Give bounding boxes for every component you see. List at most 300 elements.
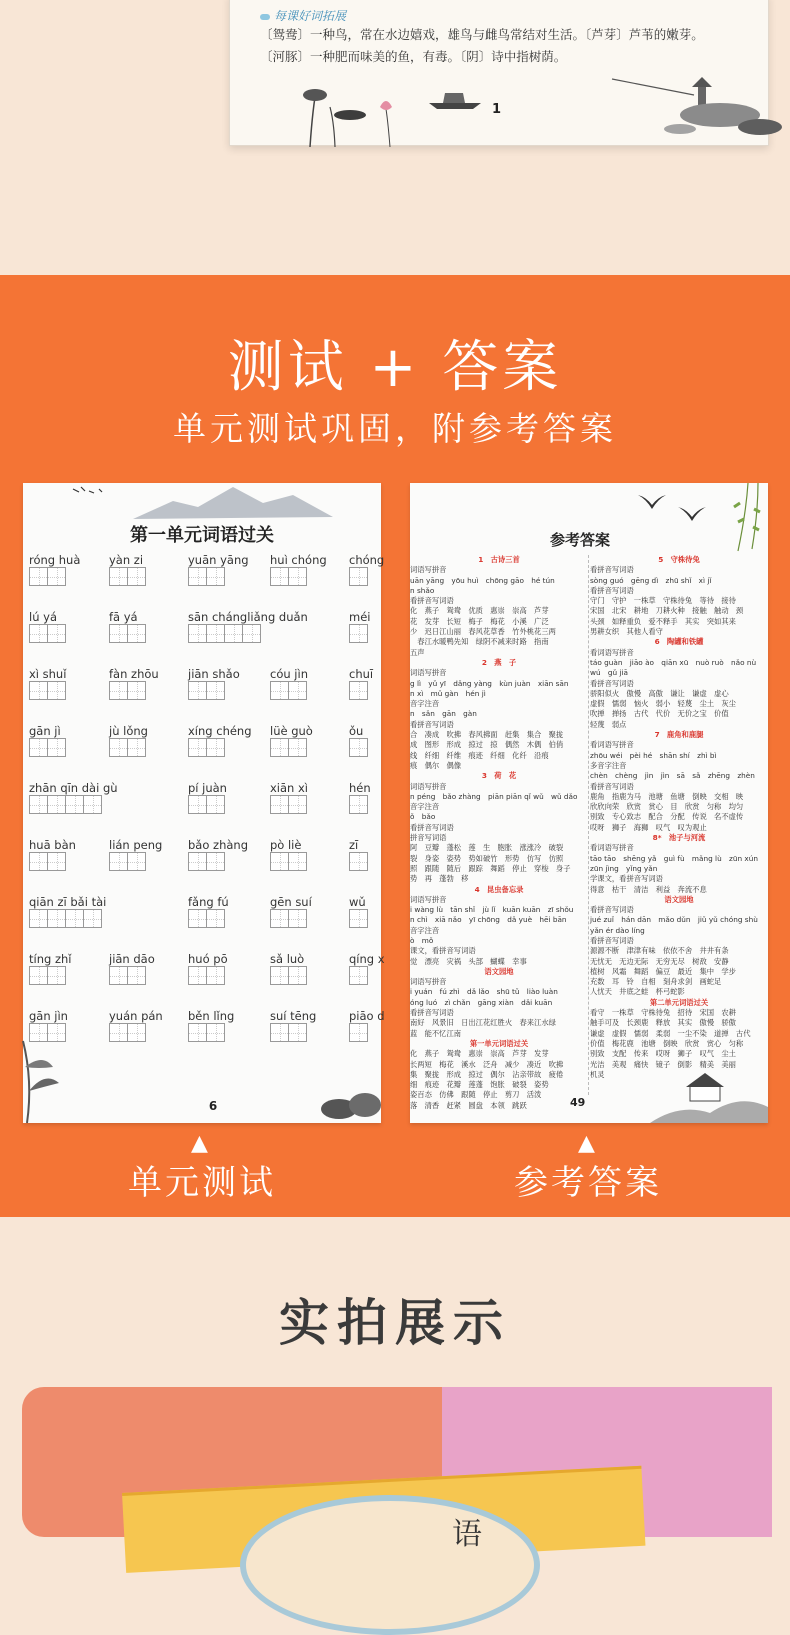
writing-box[interactable] [288,909,307,928]
answer-line: zūn jìng yǐng yǎn [590,863,658,873]
answer-line: chèn chèng jìn jìn sā sǎ zhēng zhèn [590,771,755,781]
answer-line: 源源不断 津津有味 依依不舍 井井有条 [590,946,729,956]
writing-box[interactable] [206,738,225,757]
answer-line: 无忧无 无边无际 无穷无尽 树敌 安静 [590,956,729,966]
tianzige-boxes[interactable] [270,852,306,871]
answer-line: 词语写拼音 [410,894,447,904]
writing-box[interactable] [270,567,289,586]
pinyin-text: sǎ luò [270,952,305,966]
answer-line: 细 痕迹 花瓣 莲蓬 饱胀 破裂 姿势 [410,1080,549,1090]
answer-line: 虚假 懦弱 恼火 弱小 轻蔑 尘土 灰尘 [590,699,736,709]
pinyin-text: fā yá [109,610,138,624]
cover-emblem [240,1495,540,1635]
answer-line: 别致 支配 传来 哎呀 狮子 叹气 尘土 [590,1049,736,1059]
unit-test-page [23,483,385,1123]
answer-line: 阿 豆瓣 蓬松 莲 生 胞胀 涨涨冷 破裂 [410,843,564,853]
tianzige-boxes[interactable] [109,1023,145,1042]
answer-line: 照 跟随 随后 跟踪 舞蹈 停止 穿梭 身子 [410,863,571,873]
pinyin-text: cóu jìn [270,667,308,681]
answer-line: 词语写拼音 [410,565,447,575]
answer-line: 得意 枯干 清洁 利益 奔流不息 [590,884,707,894]
answer-line: 哎呀 狮子 海狮 叹气 叹为观止 [590,822,707,832]
writing-box[interactable] [127,852,146,871]
writing-box[interactable] [29,795,48,814]
pinyin-text: gēn suí [270,895,312,909]
writing-box[interactable] [270,681,289,700]
writing-box[interactable] [288,681,307,700]
writing-box[interactable] [288,795,307,814]
pinyin-text: yuān yāng [188,553,249,567]
pinyin-row [23,610,381,667]
writing-box[interactable] [109,624,128,643]
writing-box[interactable] [127,966,146,985]
pinyin-text: jiān shǎo [188,667,240,681]
writing-box[interactable] [270,795,289,814]
pinyin-row [23,781,381,838]
writing-box[interactable] [188,1023,207,1042]
answer-line: 音字注音 [410,925,440,935]
answer-heading: 8* 池子与河流 [652,833,706,843]
pinyin-text: pí juàn [188,781,227,795]
pinyin-text: xiān xì [270,781,308,795]
answer-title: 参考答案 [550,531,611,549]
pinyin-text: fàn zhōu [109,667,159,681]
tianzige-boxes[interactable] [349,1023,367,1042]
answer-heading: 1 古诗三首 [478,555,520,564]
writing-box[interactable] [29,852,48,871]
answer-line: 看词语写拼音 [590,647,634,657]
writing-box[interactable] [127,738,146,757]
answer-line: 姿百态 仿佛 跟随 停止 剪刀 活泼 [410,1090,542,1100]
pinyin-row [23,838,381,895]
answer-line: 蓝 能不忆江南 [410,1028,462,1038]
answer-heading: 4 昆虫备忘录 [474,884,524,894]
pinyin-text: fǎng fú [188,895,229,909]
answer-line: 化 燕子 鸳鸯 惠崇 崇高 芦芽 发芽 [410,1049,549,1059]
word-expansion-tag: 每课好词拓展 [260,7,346,24]
pinyin-text: huì chóng [270,553,327,567]
answer-line: 头颈 如释重负 爱不释手 其实 突如其来 [590,616,736,626]
answer-line: 长两短 梅花 溪水 泛舟 减少 凑近 吹拂 [410,1059,564,1069]
answer-line: n shǎo [410,585,435,595]
writing-box[interactable] [270,909,289,928]
writing-box[interactable] [29,624,48,643]
writing-box[interactable] [188,966,207,985]
tianzige-boxes[interactable] [29,966,65,985]
pinyin-text: lú yá [29,610,57,624]
pinyin-text: zī [349,838,359,852]
word-entry: 〔鸳鸯〕一种鸟，常在水边嬉戏，雄鸟与雌鸟常结对生活。〔芦芽〕芦苇的嫩芽。 [260,27,704,42]
pinyin-row [23,667,381,724]
pinyin-text: lüè guò [270,724,313,738]
writing-box[interactable] [188,738,207,757]
writing-box[interactable] [127,567,146,586]
answer-heading: 第二单元词语过关 [649,997,709,1007]
answer-line: 看词语写拼音 [590,843,634,853]
top-band [0,0,790,275]
writing-box[interactable] [29,738,48,757]
tianzige-boxes[interactable] [188,567,224,586]
writing-box[interactable] [109,852,128,871]
tianzige-boxes[interactable] [29,624,65,643]
answer-line: 合 凑成 吹拂 春风拂面 赶集 集合 聚拢 [410,730,564,740]
tianzige-boxes[interactable] [109,966,145,985]
tianzige-boxes[interactable] [349,852,367,871]
writing-box[interactable] [270,852,289,871]
writing-box[interactable] [270,966,289,985]
pinyin-text: bǎo zhàng [188,838,248,852]
pinyin-text: qíng x [349,952,385,966]
answer-line: 少 迟日江山丽 春风花草香 竹外桃花三两 [410,627,556,637]
answer-line: 拼音写词语 [410,833,447,843]
pinyin-text: jù lǒng [109,724,148,738]
answer-line: 看拼音写词语 [590,781,634,791]
answer-line: 骄阳似火 傲慢 高傲 谦让 谦虚 虚心 [590,688,729,698]
writing-box[interactable] [349,738,368,757]
tianzige-boxes[interactable] [188,624,260,643]
answer-line: 别致 专心致志 配合 分配 传说 名不虚传 [590,812,744,822]
column-divider [588,555,589,1095]
answer-line: 机灵 [590,1069,605,1079]
answer-line: 谦虚 虚假 懦弱 柔弱 一尘不染 道掸 古代 [590,1028,751,1038]
answer-heading: 2 燕 子 [481,657,517,667]
unit-test-caption: 单元测试 [128,1163,276,1203]
tianzige-boxes[interactable] [270,909,306,928]
answer-heading: 5 守株待兔 [658,555,700,564]
pinyin-text: xì shuǐ [29,667,67,681]
pinyin-text: piāo d [349,1009,385,1023]
answer-key-caption: 参考答案 [514,1163,662,1203]
arrow-up-icon: ▲ [191,1131,208,1156]
writing-box[interactable] [47,738,66,757]
answer-line: óng luó zì chǎn gāng xiàn dǎi kuān [410,997,553,1007]
answer-column-right [590,555,768,1095]
tianzige-boxes[interactable] [270,966,306,985]
answer-line: 音字注音 [410,802,440,812]
tianzige-boxes[interactable] [188,795,224,814]
pinyin-text: róng huà [29,553,81,567]
tianzige-boxes[interactable] [29,567,65,586]
answer-line: 吹掸 掸扬 古代 代价 无价之宝 价值 [590,709,729,719]
tianzige-boxes[interactable] [29,738,65,757]
writing-box[interactable] [29,681,48,700]
tianzige-boxes[interactable] [270,795,306,814]
answer-line: 花 发芽 长短 梅子 梅花 小溪 广泛 [410,616,549,626]
willow-illustration [718,483,768,553]
answer-line: 宋国 北宋 耕地 刀耕火种 接触 触动 颈 [590,606,744,616]
pinyin-text: tíng zhǐ [29,952,72,966]
pinyin-text: zhān qīn dài gù [29,781,118,795]
pinyin-text: gān jì [29,724,61,738]
pinyin-text: méi [349,610,371,624]
test-title: 第一单元词语过关 [130,525,274,546]
answer-line: 看拼音写词语 [410,719,454,729]
pinyin-text: xíng chéng [188,724,252,738]
writing-box[interactable] [83,795,102,814]
tianzige-boxes[interactable] [109,624,145,643]
tianzige-boxes[interactable] [270,738,306,757]
answer-line: n péng bǎo zhàng piān piān qǐ wǔ wǔ dǎo [410,791,578,801]
tianzige-boxes[interactable] [29,795,101,814]
writing-box[interactable] [349,852,368,871]
answer-line: sòng guó gēng dì zhū shǐ xì jǐ [590,575,712,585]
tianzige-boxes[interactable] [109,852,145,871]
answer-line: ǒ bǎo [410,812,436,822]
answer-line: 看拼音写词语 [590,905,634,915]
pinyin-text: běn lǐng [188,1009,235,1023]
tianzige-boxes[interactable] [349,567,367,586]
village-illustration [650,1063,768,1123]
answer-heading: 7 鹿角和鹿腿 [654,730,704,740]
tianzige-boxes[interactable] [270,1023,306,1042]
pinyin-text: yàn zi [109,553,144,567]
answer-line: 人忧天 井底之蛙 杯弓蛇影 [590,987,685,997]
answer-line: uān yāng yōu huì chōng gāo hé tún [410,575,555,585]
writing-box[interactable] [47,852,66,871]
answer-line: 化 燕子 鸳鸯 优质 惠崇 崇高 芦芽 [410,606,549,616]
answer-line: 看拼音写词语 [410,1008,454,1018]
pinyin-text: suí tēng [270,1009,317,1023]
writing-box[interactable] [206,1023,225,1042]
answer-line: 价值 梅花鹿 池塘 倒映 欣赏 赏心 匀称 [590,1038,744,1048]
pinyin-text: gān jìn [29,1009,68,1023]
mountain-illustration [23,483,381,523]
answer-line: jué zuǐ hán dān mǎo dǔn jiǔ yǔ chóng shù [590,915,758,925]
writing-box[interactable] [349,909,368,928]
answer-line: n chì xiā nǎo yī chōng dǎ yuè hēi bān [410,915,567,925]
fisherman-illustration [610,65,770,147]
tianzige-boxes[interactable] [349,966,367,985]
answer-line: n sǎn gān gàn [410,709,477,719]
page-number: 1 [492,102,502,117]
tianzige-boxes[interactable] [29,681,65,700]
tianzige-boxes[interactable] [109,681,145,700]
writing-box[interactable] [206,624,225,643]
answer-line: 成 图形 形成 掠过 掠 偶然 木偶 伯俏 [410,740,564,750]
tianzige-boxes[interactable] [109,738,145,757]
answer-line: 看拼音写词语 [590,565,634,575]
writing-box[interactable] [188,624,207,643]
tianzige-boxes[interactable] [109,567,145,586]
writing-box[interactable] [47,966,66,985]
tianzige-boxes[interactable] [29,909,101,928]
pinyin-text: pò liè [270,838,302,852]
pinyin-text: ǒu [349,724,364,738]
answer-line: 守门 守护 一株草 守株待兔 等待 接待 [590,596,736,606]
pinyin-text: yuán pán [109,1009,163,1023]
writing-box[interactable] [349,624,368,643]
page-number: 6 [208,1099,218,1113]
pinyin-text: hén [349,781,371,795]
answer-heading: 6 陶罐和铁罐 [654,637,704,647]
writing-box[interactable] [288,852,307,871]
writing-box[interactable] [109,681,128,700]
answer-line: 充数 耳 铃 自相 刻舟求剑 画蛇足 [590,977,722,987]
answer-line: 音字注音 [410,699,440,709]
pinyin-text: lián peng [109,838,163,852]
answer-heading: 第一单元词语过关 [469,1038,529,1048]
writing-box[interactable] [47,681,66,700]
tianzige-boxes[interactable] [188,681,224,700]
tianzige-boxes[interactable] [188,738,224,757]
pinyin-text: huā bàn [29,838,76,852]
answer-line: zhōu wéi pèi hé shān shí zhì bì [590,750,717,760]
pinyin-text: sān chángliǎng duǎn [188,610,308,624]
answer-line: 痕 偶尔 偶像 [410,760,462,770]
tianzige-boxes[interactable] [270,567,306,586]
writing-box[interactable] [127,624,146,643]
answer-line: 鹿角 指鹿为马 池塘 鱼塘 倒映 交相 映 [590,791,744,801]
answer-line: yǎn ér dào líng [590,925,645,935]
writing-box[interactable] [206,852,225,871]
answer-line: 植树 风霜 舞蹈 偏豆 最近 集中 学步 [590,966,736,976]
answer-line: tāo tāo shēng yǎ guì fù mǎng lù zūn xún [590,853,758,863]
answer-line: i wàng lù tān shǐ jù lǐ kuān kuān zī shǒu [410,905,574,915]
answer-line: n xì mǔ gàn hén jì [410,688,486,698]
tianzige-boxes[interactable] [188,1023,224,1042]
answer-heading: 语文园地 [664,894,694,904]
writing-box[interactable] [47,909,66,928]
product-photo [22,1387,768,1552]
answer-line: 觉 漂亮 灾祸 头部 蝴蝶 幸事 [410,956,527,966]
writing-box[interactable] [288,1023,307,1042]
answer-line: 看拼音写词语 [410,822,454,832]
tianzige-boxes[interactable] [188,852,224,871]
answer-line: 裂 身姿 姿势 势如破竹 形势 仿写 仿照 [410,853,564,863]
writing-box[interactable] [65,795,84,814]
answer-line: i yuán fú zhì dǎ lǎo shū tǔ liào luàn [410,987,558,997]
cover-title-char: 语 [452,1517,482,1552]
answer-line: 词语写拼音 [410,781,447,791]
writing-box[interactable] [65,909,84,928]
tianzige-boxes[interactable] [188,909,224,928]
section-subtitle: 单元测试巩固，附参考答案 [173,409,617,448]
test-answer-section [0,275,790,1217]
writing-box[interactable] [242,624,261,643]
answer-line: 势 再 蓬勃 移 [410,874,469,884]
writing-box[interactable] [109,966,128,985]
writing-box[interactable] [109,567,128,586]
answer-line: 看拼音写词语 [590,935,634,945]
pinyin-row [23,952,385,1009]
boat-illustration [425,83,485,113]
answer-line: 男耕女织 其他人看守 [590,627,663,637]
writing-box[interactable] [206,966,225,985]
writing-box[interactable] [224,624,243,643]
answer-line: 欣欣向荣 欣赏 赏心 目 欣赏 匀称 均匀 [590,802,744,812]
answer-line: 词语写拼音 [410,668,447,678]
answer-key-page [410,483,768,1123]
writing-box[interactable] [109,1023,128,1042]
writing-box[interactable] [206,909,225,928]
pinyin-row [23,553,385,610]
photo-section [0,1217,790,1552]
writing-box[interactable] [109,738,128,757]
answer-line: 触手可及 长颈鹿 释放 其实 傲慢 骄傲 [590,1018,736,1028]
writing-box[interactable] [127,681,146,700]
answer-line: 看拼音写词语 [590,678,634,688]
writing-box[interactable] [47,795,66,814]
pinyin-text: huó pō [188,952,228,966]
writing-box[interactable] [188,681,207,700]
writing-box[interactable] [47,624,66,643]
writing-box[interactable] [206,795,225,814]
writing-box[interactable] [127,1023,146,1042]
tianzige-boxes[interactable] [349,681,367,700]
pinyin-text: jiān dāo [109,952,155,966]
page-number: 49 [570,1096,586,1109]
lesson-page-preview [229,0,769,146]
writing-box[interactable] [188,852,207,871]
writing-box[interactable] [349,681,368,700]
writing-box[interactable] [29,966,48,985]
answer-line: 看拼音写词语 [410,596,454,606]
answer-line: 多音字注音 [590,760,627,770]
writing-box[interactable] [188,909,207,928]
lotus-illustration [290,77,420,147]
writing-box[interactable] [188,795,207,814]
writing-box[interactable] [288,966,307,985]
answer-line: 词语写拼音 [410,977,447,987]
writing-box[interactable] [206,681,225,700]
answer-line: 春江水暖鸭先知 绿阴不减来时路 指南 [410,637,549,647]
writing-box[interactable] [288,738,307,757]
tianzige-boxes[interactable] [29,852,65,871]
writing-box[interactable] [288,567,307,586]
answer-line: 学课文，看拼音写词语 [590,874,663,884]
pinyin-row [23,1009,385,1066]
pinyin-row [23,895,381,952]
answer-line: 南好 风景旧 日出江花红胜火 春来江水绿 [410,1018,556,1028]
writing-box[interactable] [29,909,48,928]
tianzige-boxes[interactable] [270,681,306,700]
answer-line: g lì yǔ yī dǎng yàng kùn juàn xiān sān [410,678,569,688]
pinyin-row [23,724,381,781]
pinyin-text: qiān zī bǎi tài [29,895,107,909]
writing-box[interactable] [83,909,102,928]
tianzige-boxes[interactable] [349,624,367,643]
answer-line: 看拼音写词语 [590,585,634,595]
tianzige-boxes[interactable] [349,795,367,814]
pinyin-text: chóng [349,553,385,567]
answer-line: 光洁 美观 痛快 镜子 倒影 精美 美丽 [590,1059,736,1069]
answer-line: ò mǒ [410,935,434,945]
answer-line: 看守 一株草 守株待兔 招待 宋国 农耕 [590,1008,736,1018]
photo-section-title: 实拍展示 [279,1293,511,1352]
writing-box[interactable] [270,1023,289,1042]
writing-box[interactable] [349,795,368,814]
writing-box[interactable] [349,1023,368,1042]
answer-line: 轻蔑 弱点 [590,719,627,729]
writing-box[interactable] [270,738,289,757]
answer-heading: 3 荷 花 [481,771,517,781]
answer-line: 落 清香 赶紧 圆盘 本领 跳跃 [410,1100,527,1110]
writing-box[interactable] [349,966,368,985]
pinyin-text: chuī [349,667,374,681]
tianzige-boxes[interactable] [349,738,367,757]
answer-line: 集 聚拢 形成 掠过 偶尔 沾亲带故 疲倦 [410,1069,564,1079]
section-title: 测试 + 答案 [227,335,563,400]
writing-box[interactable] [29,567,48,586]
writing-box[interactable] [47,567,66,586]
writing-box[interactable] [206,567,225,586]
writing-box[interactable] [349,567,368,586]
writing-box[interactable] [188,567,207,586]
answer-line: wú gǔ jiā [590,668,628,678]
answer-line: 课文，看拼音写词语 [410,946,476,956]
tianzige-boxes[interactable] [188,966,224,985]
tianzige-boxes[interactable] [349,909,367,928]
